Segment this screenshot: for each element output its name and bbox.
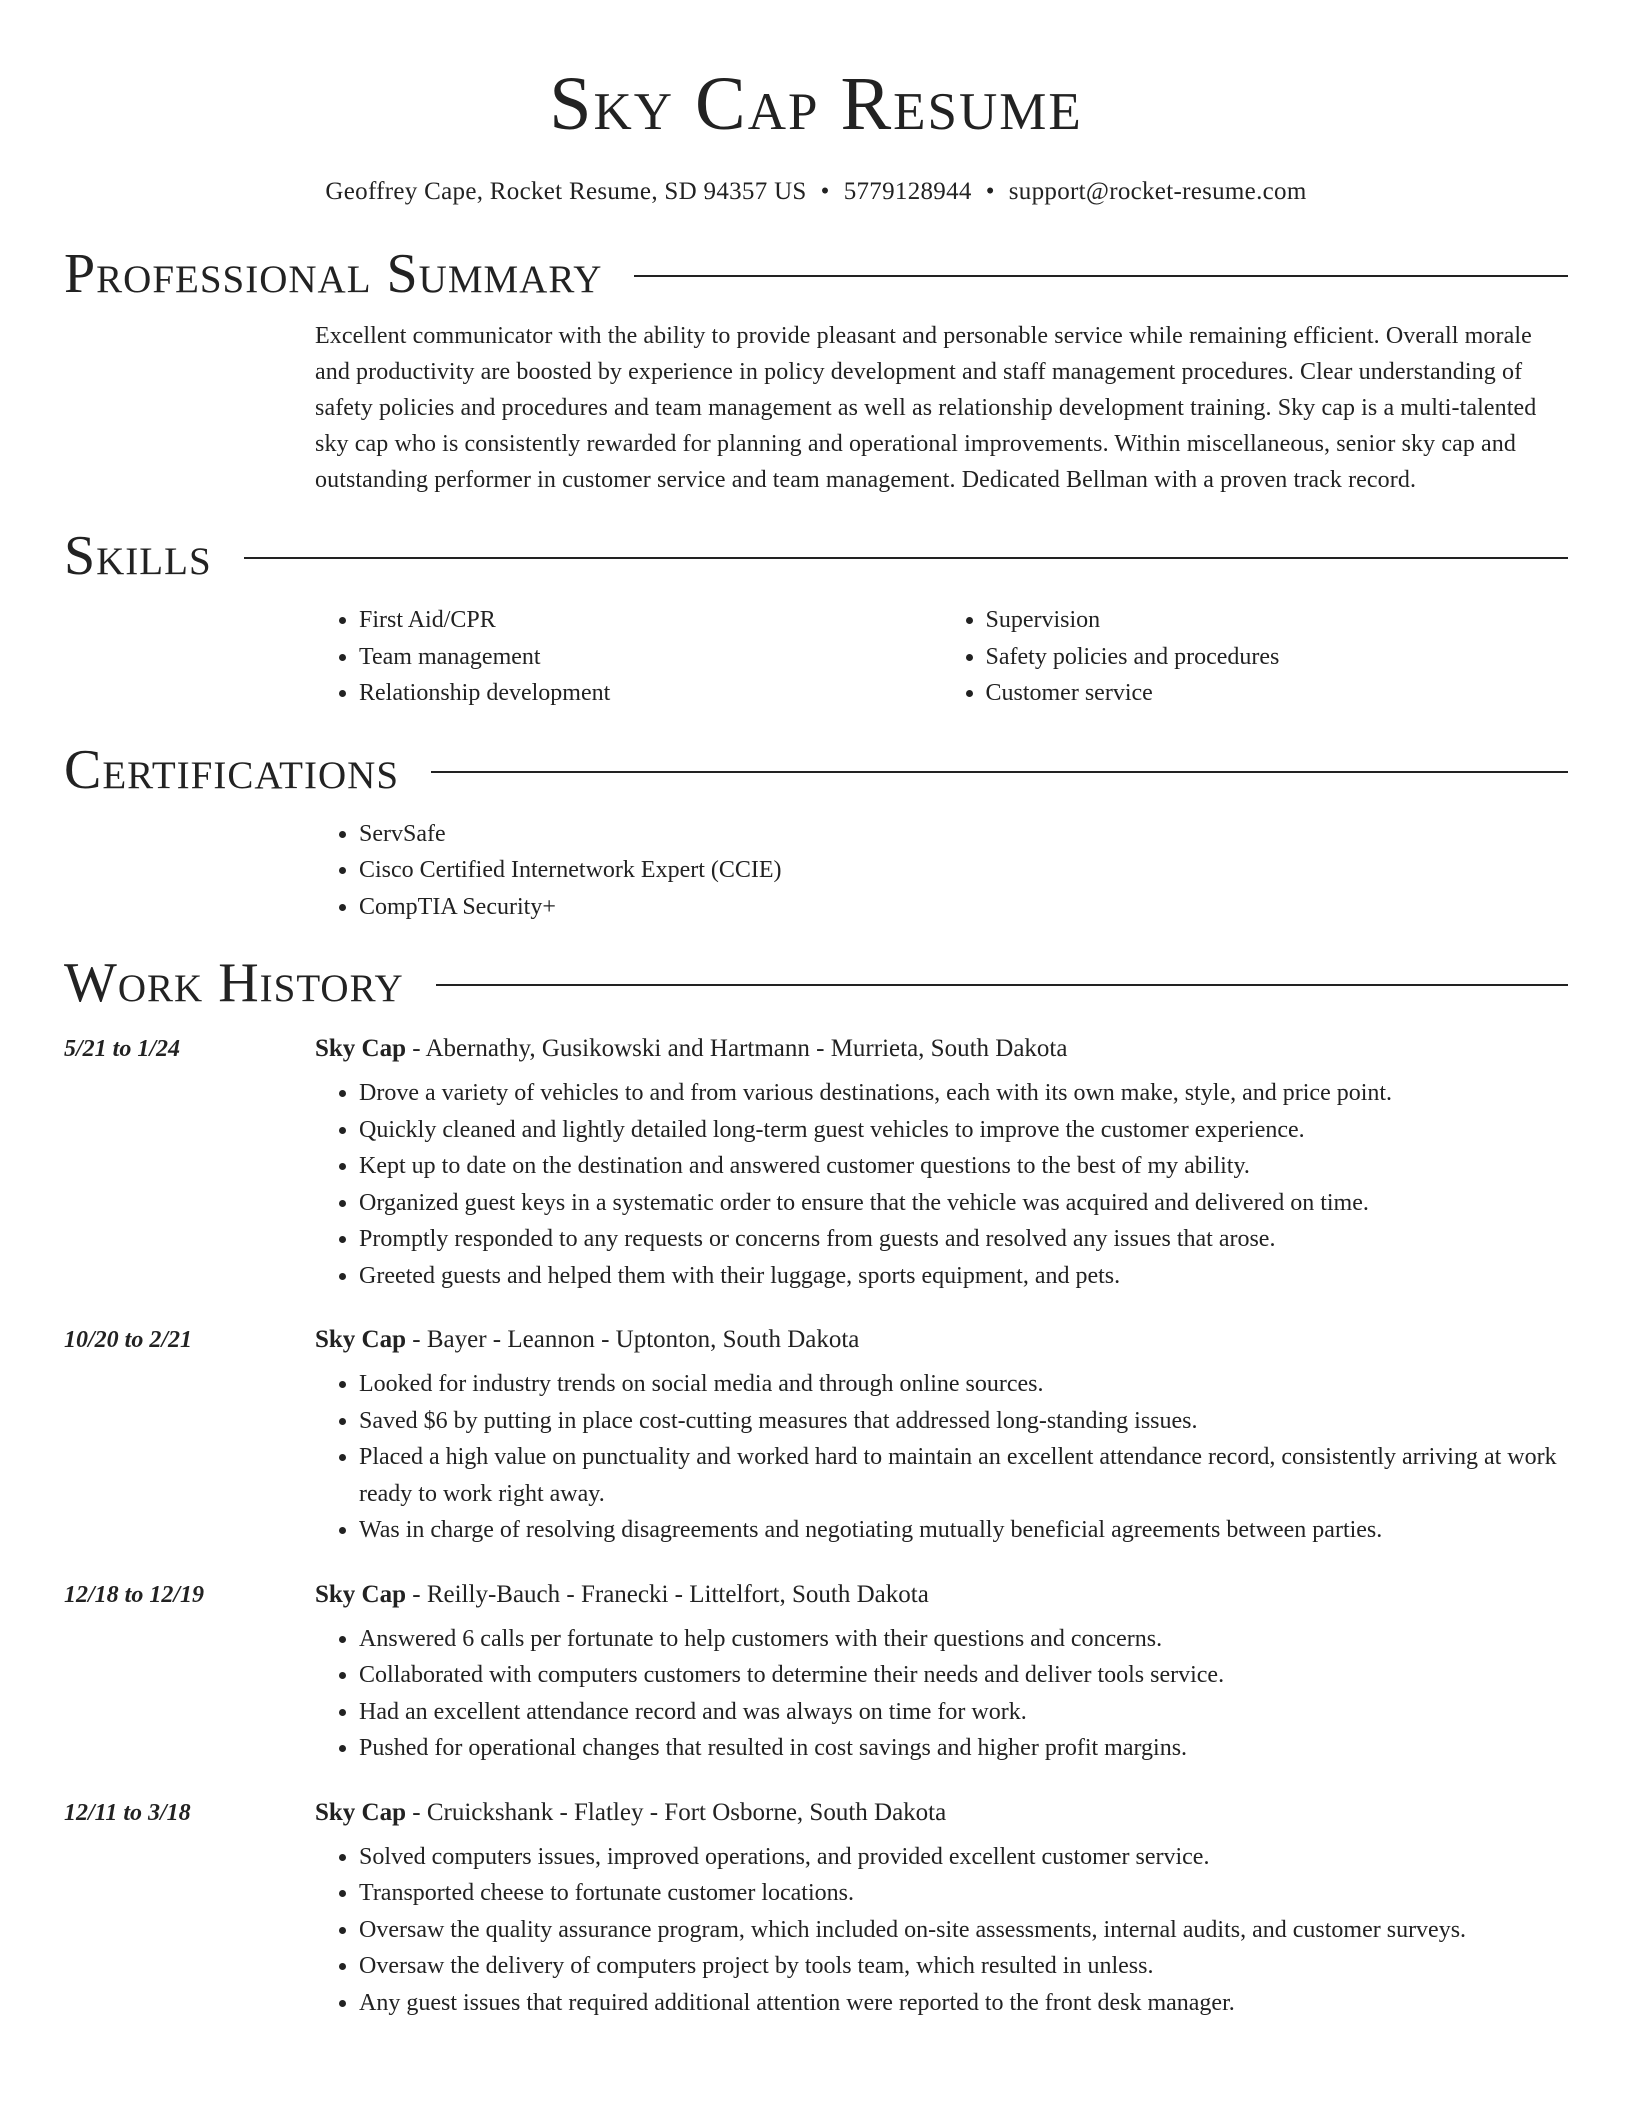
job-date: 12/11 to 3/18 xyxy=(64,1799,191,1826)
job-entry xyxy=(64,1324,1568,1549)
certifications-body xyxy=(315,816,1568,926)
job-bullet: • Oversaw the delivery of computers project by tools team, which resulted in unless. xyxy=(359,1948,1568,1985)
job-body xyxy=(315,1324,1568,1549)
skills-column-left xyxy=(315,602,942,712)
job-date: 5/21 to 1/24 xyxy=(64,1036,181,1062)
job-bullet: • Looked for industry trends on social media and through online sources. xyxy=(359,1366,1568,1403)
job-bullets xyxy=(315,1621,1568,1767)
certification-item: • ServSafe xyxy=(359,816,1568,853)
summary-body xyxy=(315,318,1568,498)
job-body xyxy=(315,1579,1568,1767)
skills-section-title: Skills xyxy=(64,525,212,587)
job-bullet: • Transported cheese to fortunate customer locations. xyxy=(359,1875,1568,1912)
job-title-line xyxy=(315,1579,1568,1611)
job-entry xyxy=(64,1579,1568,1767)
job-bullet: • Had an excellent attendance record and was always on time for work. xyxy=(359,1694,1568,1731)
job-title-line xyxy=(315,1797,1568,1829)
job-bullet: • Pushed for operational changes that resulted in cost savings and higher profit margins. xyxy=(359,1730,1568,1767)
certifications-section-header xyxy=(64,738,1568,802)
skill-item: • Team management xyxy=(359,639,942,676)
job-title-line xyxy=(315,1033,1568,1065)
job-bullet: • Collaborated with computers customers to determine their needs and deliver tools service. xyxy=(359,1657,1568,1694)
job-entry xyxy=(64,1033,1568,1294)
job-bullet: • Greeted guests and helped them with their luggage, sports equipment, and pets. xyxy=(359,1258,1568,1295)
job-body xyxy=(315,1797,1568,2022)
job-bullet: • Any guest issues that required additional attention were reported to the front desk manager. xyxy=(359,1985,1568,2022)
job-bullet: • Was in charge of resolving disagreements and negotiating mutually beneficial agreements between parties. xyxy=(359,1512,1568,1549)
section-divider xyxy=(431,771,1568,773)
job-bullets xyxy=(315,1839,1568,2022)
contact-address: Geoffrey Cape, Rocket Resume, SD 94357 US xyxy=(325,178,807,205)
contact-line xyxy=(64,176,1568,208)
certifications-list xyxy=(315,816,1568,926)
job-entry xyxy=(64,1797,1568,2022)
summary-section-header xyxy=(64,242,1568,306)
work-history-list xyxy=(64,1033,1568,2021)
contact-phone: 5779128944 xyxy=(843,178,972,205)
certification-item: • CompTIA Security+ xyxy=(359,889,1568,926)
work-section-title: Work History xyxy=(64,952,404,1014)
job-bullet: • Oversaw the quality assurance program, which included on-site assessments, internal audits, and customer surveys. xyxy=(359,1912,1568,1949)
job-employer-location: - Abernathy, Gusikowski and Hartmann - Murrieta, South Dakota xyxy=(406,1035,1068,1062)
skill-item: • Customer service xyxy=(986,675,1569,712)
job-employer-location: - Bayer - Leannon - Uptonton, South Dakota xyxy=(406,1326,860,1353)
certification-item: • Cisco Certified Internetwork Expert (CCIE) xyxy=(359,852,1568,889)
skills-column-right xyxy=(942,602,1569,712)
certifications-section-title: Certifications xyxy=(64,738,400,801)
skill-item: • First Aid/CPR xyxy=(359,602,942,639)
job-date: 12/18 to 12/19 xyxy=(64,1581,205,1608)
job-bullet: • Placed a high value on punctuality and worked hard to maintain an excellent attendance record, consistently arriving at work ready to work right away. xyxy=(359,1439,1568,1512)
skill-item: • Relationship development xyxy=(359,675,942,712)
job-bullet: • Drove a variety of vehicles to and from various destinations, each with its own make, style, and price point. xyxy=(359,1075,1568,1112)
section-divider xyxy=(244,557,1568,559)
contact-separator: • xyxy=(985,178,995,205)
summary-section-title: Professional Summary xyxy=(64,243,603,305)
section-divider xyxy=(634,275,1568,277)
job-bullet: • Promptly responded to any requests or concerns from guests and resolved any issues that arose. xyxy=(359,1221,1568,1258)
job-bullet: • Saved $6 by putting in place cost-cutting measures that addressed long-standing issues. xyxy=(359,1403,1568,1440)
section-divider xyxy=(436,984,1568,986)
job-bullet: • Kept up to date on the destination and answered customer questions to the best of my ability. xyxy=(359,1148,1568,1185)
job-bullet: • Answered 6 calls per fortunate to help customers with their questions and concerns. xyxy=(359,1621,1568,1658)
job-bullet: • Quickly cleaned and lightly detailed long-term guest vehicles to improve the customer experience. xyxy=(359,1112,1568,1149)
job-bullet: • Solved computers issues, improved operations, and provided excellent customer service. xyxy=(359,1839,1568,1876)
job-title: Sky Cap xyxy=(315,1035,407,1062)
skills-section-header xyxy=(64,524,1568,588)
job-bullets xyxy=(315,1075,1568,1294)
contact-separator: • xyxy=(820,178,830,205)
job-bullets xyxy=(315,1366,1568,1549)
job-body xyxy=(315,1033,1568,1294)
resume-name: Sky Cap Resume xyxy=(549,62,1083,146)
job-employer-location: - Reilly-Bauch - Franecki - Littelfort, South Dakota xyxy=(406,1580,929,1608)
skills-list xyxy=(315,602,1568,712)
job-title: Sky Cap xyxy=(315,1798,407,1826)
summary-text: Excellent communicator with the ability to provide pleasant and personable service while remaining efficient. Overall morale and productivity are boosted by experience in policy development and staff management procedures. Clear understanding of safety policies and procedures and team management as well as relationship development training. Sky cap is a multi-talented sky cap who is consistently rewarded for planning and operational improvements. Within miscellaneous, senior sky cap and outstanding performer in customer service and team management. Dedicated Bellman with a proven track record. xyxy=(315,323,1537,493)
job-bullet: • Organized guest keys in a systematic order to ensure that the vehicle was acquired and delivered on time. xyxy=(359,1185,1568,1222)
job-employer-location: - Cruickshank - Flatley - Fort Osborne, South Dakota xyxy=(406,1798,947,1826)
job-date: 10/20 to 2/21 xyxy=(64,1327,193,1353)
work-section-header xyxy=(64,951,1568,1015)
job-title-line xyxy=(315,1324,1568,1356)
contact-email: support@rocket-resume.com xyxy=(1008,178,1307,205)
skill-item: • Supervision xyxy=(986,602,1569,639)
job-title: Sky Cap xyxy=(315,1580,407,1608)
skill-item: • Safety policies and procedures xyxy=(986,639,1569,676)
job-title: Sky Cap xyxy=(315,1326,407,1353)
